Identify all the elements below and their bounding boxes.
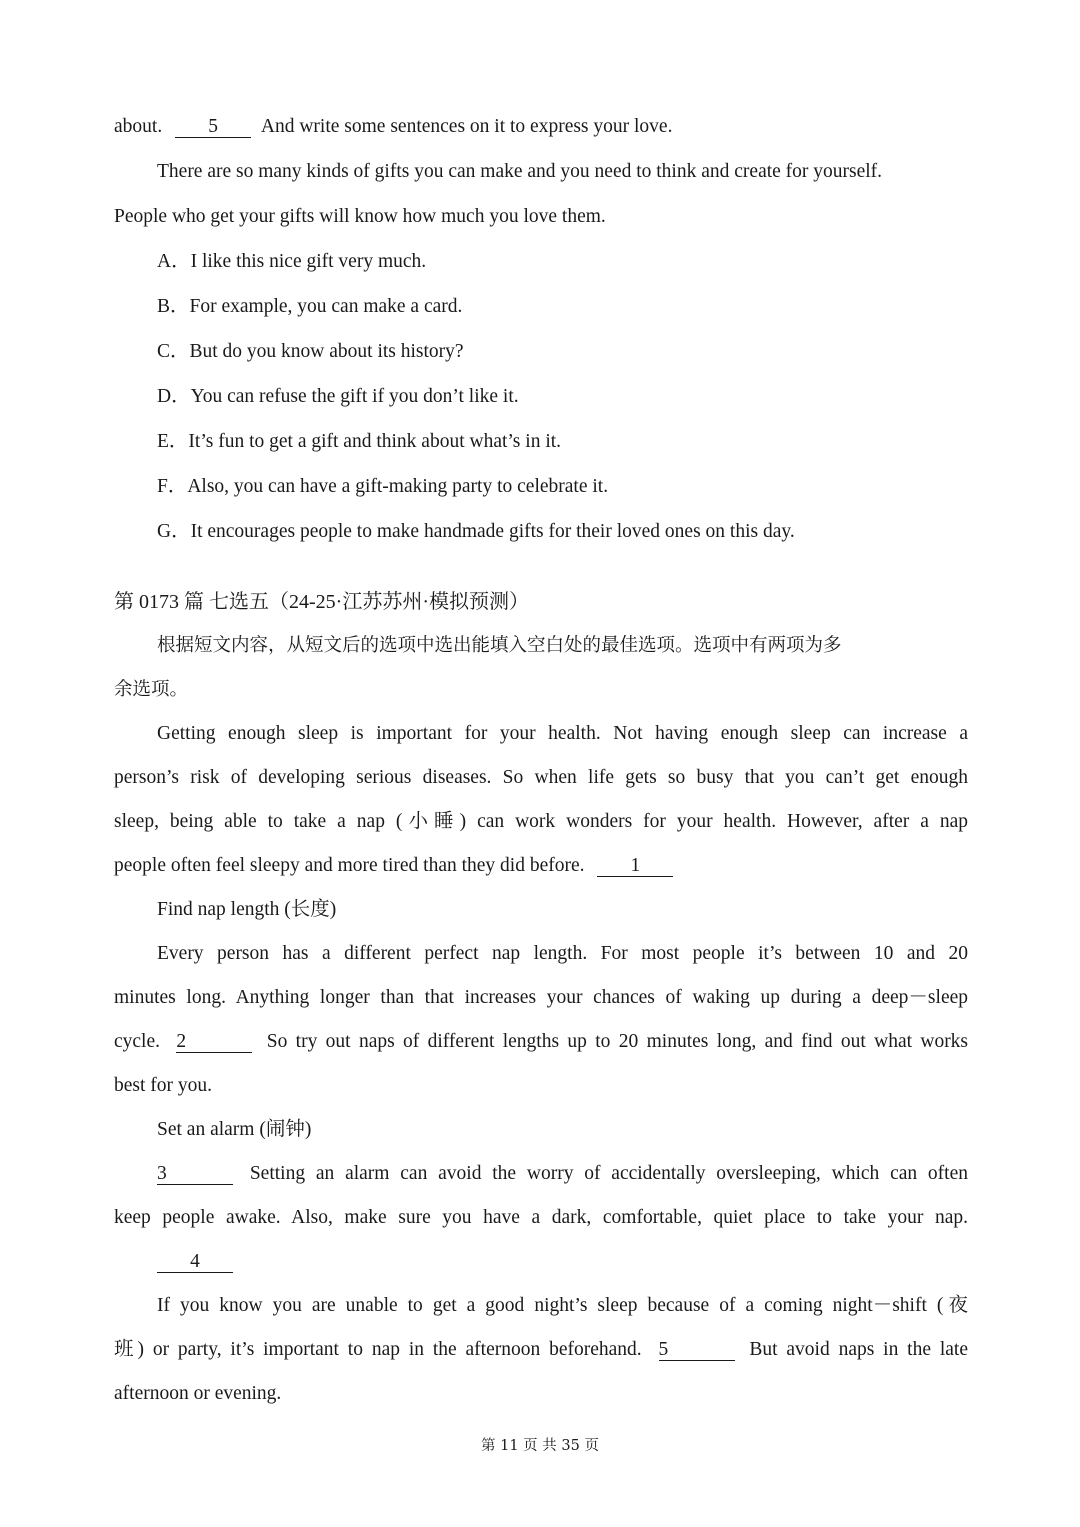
answer-blank-5: 5 [175,117,251,138]
instruction-line: 余选项。 [114,679,189,700]
document-page [114,104,968,1416]
text-line: afternoon or evening. [114,1383,282,1404]
answer-blank-4: 4 [157,1252,233,1273]
option-f: F．Also, you can have a gift-making party to celebrate it. [157,476,609,497]
answer-blank-1: 1 [597,856,673,877]
text-line [114,844,968,888]
option-e: E．It’s fun to get a gift and think about what’s in it. [157,431,562,452]
option-d: D．You can refuse the gift if you don’t like it. [157,386,519,407]
text-line: Every person has a different perfect nap length. For most people it’s between 10 and 20 [157,943,968,964]
text-line [114,1152,968,1196]
answer-blank-2: 2 [176,1032,252,1053]
text-line: best for you. [114,1075,213,1096]
text-line: sleep, being able to take a nap (小睡) can work wonders for your health. However, after a nap [114,811,968,832]
text-line: If you know you are unable to get a good night’s sleep because of a coming night－shift (夜 [157,1295,968,1316]
text-line: person’s risk of developing serious diseases. So when life gets so busy that you can’t get enough [114,767,968,788]
text-line: minutes long. Anything longer than that increases your chances of waking up during a deep－sleep [114,987,968,1008]
text-fragment: But avoid naps in the late [749,1339,969,1360]
text-line [114,1240,968,1284]
page-footer: 第 11 页 共 35 页 [481,1438,599,1454]
subheading: Find nap length (长度) [157,899,337,920]
answer-blank-5b: 5 [659,1340,735,1361]
text-line: keep people awake. Also, make sure you have a dark, comfortable, quiet place to take your nap. [114,1207,968,1228]
text-fragment: And write some sentences on it to express your love. [260,116,673,137]
text-fragment: So try out naps of different lengths up to 20 minutes long, and find out what works [266,1031,969,1052]
text-fragment: Setting an alarm can avoid the worry of accidentally oversleeping, which can often [249,1163,968,1184]
answer-blank-3: 3 [157,1164,233,1185]
option-c: C．But do you know about its history? [157,341,464,362]
option-b: B．For example, you can make a card. [157,296,463,317]
text-line [114,104,968,149]
text-fragment: people often feel sleepy and more tired than they did before. [114,855,585,876]
text-line: People who get your gifts will know how much you love them. [114,206,606,227]
text-line: There are so many kinds of gifts you can make and you need to think and create for yourself. [157,161,883,182]
option-g: G．It encourages people to make handmade gifts for their loved ones on this day. [157,521,795,542]
option-a: A．I like this nice gift very much. [157,251,427,272]
text-fragment: 班) or party, it’s important to nap in the afternoon beforehand. [114,1339,642,1360]
section-title: 第 0173 篇 七选五（24-25·江苏苏州·模拟预测） [114,591,529,613]
text-fragment: about. [114,116,163,137]
subheading: Set an alarm (闹钟) [157,1119,312,1140]
text-line [114,1020,968,1064]
text-fragment: cycle. [114,1031,161,1052]
text-line [114,1328,968,1372]
instruction-line: 根据短文内容，从短文后的选项中选出能填入空白处的最佳选项。选项中有两项为多 [157,635,842,656]
text-line: Getting enough sleep is important for your health. Not having enough sleep can increase a [157,723,968,744]
